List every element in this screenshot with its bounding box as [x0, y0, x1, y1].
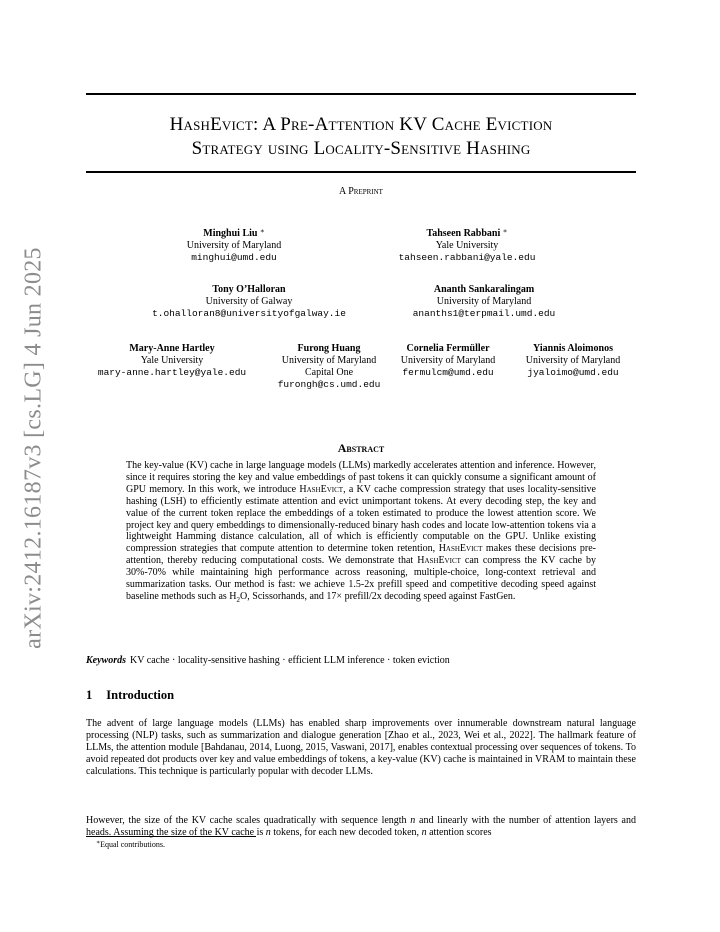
author-affiliation: University of Maryland	[400, 355, 496, 366]
author-name: Yiannis Aloimonos	[533, 343, 613, 354]
author-block	[98, 343, 246, 379]
author-block	[278, 343, 381, 391]
title-line-1: HashEvict: A Pre-Attention KV Cache Eviction	[169, 114, 553, 135]
method-name: HashEvict	[438, 543, 483, 555]
author-email[interactable]: fermulcm@umd.edu	[402, 367, 494, 378]
author-name: Minghui Liu	[203, 228, 258, 239]
author-affiliation: University of Maryland	[281, 355, 377, 366]
author-affiliation: University of Maryland	[436, 296, 532, 307]
math-var: n	[410, 815, 416, 826]
method-name: HashEvict	[299, 483, 344, 495]
intro-paragraph-2: However, the size of the KV cache scales quadratically with sequence length n and linearly with the number of attention layers and heads. Assuming the size of the KV cache is n tokens, for each new decoded token, n attention scores	[86, 815, 636, 838]
footnote-mark: ∗	[96, 840, 101, 846]
author-email[interactable]: jyaloimo@umd.edu	[527, 367, 619, 378]
title-line-2: Strategy using Locality-Sensitive Hashing	[191, 138, 531, 159]
footnote-text: Equal contributions.	[100, 840, 165, 849]
author-email[interactable]: minghui@umd.edu	[191, 252, 277, 263]
author-name: Tony O’Halloran	[212, 284, 286, 295]
equal-contribution-mark: ∗	[259, 227, 265, 235]
equal-contribution-mark: ∗	[502, 227, 508, 235]
author-email[interactable]: t.ohalloran8@universityofgalway.ie	[152, 308, 346, 319]
keywords-list: KV cache · locality-sensitive hashing · efficient LLM inference · token eviction	[130, 655, 450, 666]
author-block	[401, 343, 495, 379]
author-email[interactable]: ananths1@terpmail.umd.edu	[412, 308, 556, 319]
author-name: Furong Huang	[297, 343, 361, 354]
author-block	[152, 284, 346, 320]
method-name: HashEvict	[417, 555, 461, 567]
author-affiliation: University of Maryland	[186, 240, 282, 251]
footnote-rule	[86, 836, 256, 837]
author-email[interactable]: mary-anne.hartley@yale.edu	[97, 367, 247, 378]
footnote	[96, 839, 165, 849]
section-heading	[86, 688, 174, 703]
author-name: Tahseen Rabbani	[426, 228, 501, 239]
intro-paragraph-1: The advent of large language models (LLMs) has enabled sharp improvements over innumerable downstream natural language processing (NLP) tasks, such as summarization and dialogue generation [Zhao et al., 2023, Wei et al., 2022]. The hallmark feature of LLMs, the attention module [Bahdanau, 2014, Luong, 2015, Vaswani, 2017], enables contextual processing over sequences of tokens. To avoid repeated dot products over key and value embeddings of tokens, a key-value (KV) cache is maintained in VRAM to maintain these calculations. This technique is particularly popular with decoder LLMs.	[86, 718, 636, 777]
author-name: Cornelia Fermüller	[406, 343, 490, 354]
math-var: n	[265, 826, 271, 838]
section-number: 1	[86, 688, 93, 702]
arxiv-stamp: arXiv:2412.16187v3 [cs.LG] 4 Jun 2025	[20, 247, 47, 649]
paper-title	[86, 113, 636, 161]
author-block	[187, 225, 281, 264]
keywords	[86, 655, 636, 666]
author-email[interactable]: furongh@cs.umd.edu	[277, 379, 381, 390]
author-block	[413, 284, 556, 320]
author-block	[526, 343, 620, 379]
author-block	[399, 225, 536, 264]
title-rule-top	[86, 93, 636, 95]
math-var: n	[421, 826, 427, 838]
author-affiliation-secondary: Capital One	[304, 367, 354, 378]
title-rule-bottom	[86, 171, 636, 173]
preprint-label: A Preprint	[339, 186, 383, 197]
author-name: Mary-Anne Hartley	[129, 343, 215, 354]
section-title: Introduction	[106, 688, 175, 702]
author-affiliation: Yale University	[140, 355, 204, 366]
author-affiliation: University of Galway	[205, 296, 293, 307]
author-affiliation: Yale University	[435, 240, 499, 251]
author-affiliation: University of Maryland	[525, 355, 621, 366]
abstract-body: The key-value (KV) cache in large language models (LLMs) markedly accelerates attention and inference. However, since it requires storing the key and value embeddings of past tokens it can quickly consume a significant amount of GPU memory. In this work, we introduce HashEvict, a KV cache compression strategy that uses locality-sensitive hashing (LSH) to efficiently estimate attention and evict unimportant tokens. At every decoding step, the key and value of the current token replace the embeddings of a token estimated to produce the lowest attention score. We project key and query embeddings to dimensionally-reduced binary hash codes and locate low-attention tokens via a lightweight Hamming distance calculation, all of which is efficiently computable on the GPU. Unlike existing compression strategies that compute attention to determine token retention, HashEvict makes these decisions pre-attention, thereby reducing computational costs. We demonstrate that HashEvict can compress the KV cache by 30%-70% while maintaining high performance across reasoning, multiple-choice, long-context retrieval and summarization tasks. Our method is fast: we achieve 1.5-2x prefill speed and competitive decoding speed against baseline methods such as $H_2O$, Scissorhands, and 17× prefill/2x decoding speed against FastGen.	[126, 460, 596, 604]
abstract-heading: Abstract	[337, 441, 385, 455]
author-name: Ananth Sankaralingam	[433, 284, 535, 295]
author-email[interactable]: tahseen.rabbani@yale.edu	[398, 252, 536, 263]
keywords-label: Keywords	[86, 655, 126, 666]
